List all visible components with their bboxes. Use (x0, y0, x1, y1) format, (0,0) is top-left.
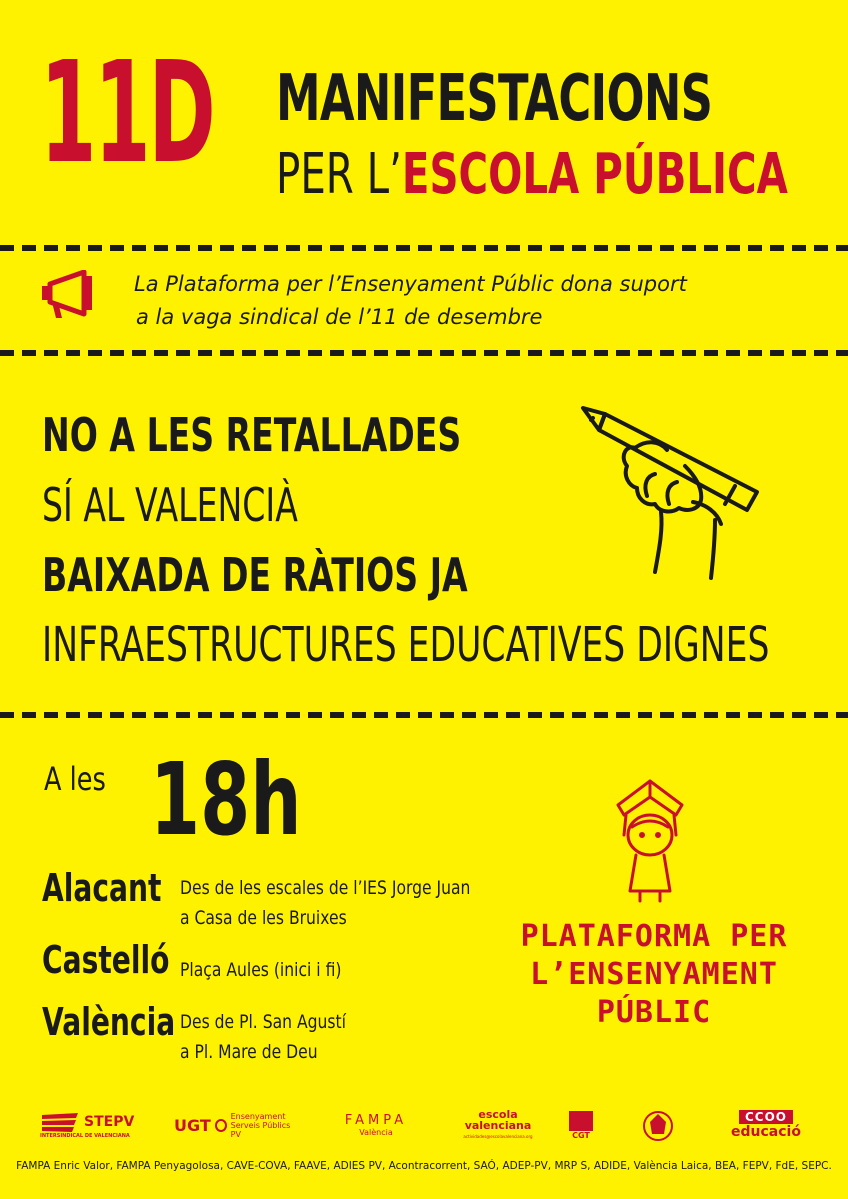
fampa-logo (336, 1106, 416, 1144)
title-escola-red: ESCOLA PÚBLICA (401, 142, 788, 207)
platform-line-2: L’ENSENYAMENT (530, 957, 778, 992)
ugt-name: UGT (174, 1115, 211, 1135)
city-valencia: València (42, 1000, 176, 1044)
platform-name (498, 918, 810, 1032)
cgt-name: CGT (572, 1130, 590, 1140)
title-per: PER L’ (276, 142, 402, 207)
footer-organizations: FAMPA Enric Valor, FAMPA Penyagolosa, CAVE-COVA, FAAVE, ADIES PV, Acontracorrent, SAÓ, ADEP-PV, MRP S, ADIDE, València Laica, BEA, FEPV, FdE, SEPC. (16, 1160, 832, 1172)
demand-retallades: NO A LES RETALLADES (42, 408, 462, 462)
city-castello: Castelló (42, 938, 170, 982)
stepv-logo (40, 1106, 140, 1144)
ccoo-name: CCOO (739, 1110, 793, 1124)
support-line-1: La Plataforma per l’Ensenyament Públic dona suport (134, 272, 687, 296)
dashed-divider (0, 712, 848, 718)
route-alacant-1: Des de les escales de l’IES Jorge Juan (180, 877, 471, 899)
demand-infraestructures: INFRAESTRUCTURES EDUCATIVES DIGNES (42, 617, 770, 673)
route-castello-1: Plaça Aules (inici i fi) (180, 959, 342, 981)
date-title: 11D (40, 32, 214, 195)
route-valencia-2: a Pl. Mare de Deu (180, 1041, 318, 1063)
fist-pencil-icon (575, 400, 775, 600)
escola-valenciana-logo (458, 1106, 538, 1144)
stepv-flag-icon (40, 1111, 80, 1133)
ugt-circle-icon (215, 1119, 227, 1132)
fampa-name: FAMPA (344, 1113, 408, 1128)
ugt-sub-2: Serveis Públics PV (230, 1120, 291, 1139)
title-escola-publica (276, 142, 788, 207)
cgt-box-icon (569, 1111, 593, 1131)
fampa-sub: València (359, 1128, 393, 1137)
platform-line-1: PLATAFORMA PER (520, 919, 788, 954)
time-prefix: A les (44, 760, 106, 798)
support-line-2: a la vaga sindical de l’11 de desembre (136, 305, 543, 329)
stepv-sub: INTERSINDICAL DE VALENCIANA (40, 1133, 130, 1139)
route-alacant-2: a Casa de les Bruixes (180, 907, 347, 929)
route-valencia-1: Des de Pl. San Agustí (180, 1011, 346, 1033)
fist-logo-icon (638, 1104, 678, 1146)
ugt-sub (231, 1112, 294, 1139)
demand-ratios: BAIXADA DE RÀTIOS JA (42, 548, 468, 602)
ccoo-sub: educació (731, 1124, 801, 1140)
mascot-illustration (600, 775, 700, 905)
stepv-name: STEPV (84, 1114, 135, 1130)
dashed-divider (0, 245, 848, 251)
title-manifestacions: MANIFESTACIONS (276, 62, 713, 136)
escola-sub: actividades@escolavalenciana.org (463, 1133, 533, 1139)
cgt-logo (566, 1106, 596, 1144)
platform-line-3: PÚBLIC (596, 995, 712, 1030)
megaphone-icon (40, 270, 100, 322)
city-alacant: Alacant (42, 866, 162, 910)
escola-line-1: escola (478, 1107, 518, 1121)
support-text (134, 268, 774, 334)
dashed-divider (0, 350, 848, 356)
demand-valencia: SÍ AL VALENCIÀ (42, 478, 298, 532)
ccoo-logo (724, 1106, 808, 1144)
ugt-logo (174, 1106, 294, 1144)
ugt-sub-1: Ensenyament (230, 1111, 286, 1121)
escola-line-2: valenciana (464, 1118, 532, 1132)
time-hour: 18h (150, 741, 302, 858)
